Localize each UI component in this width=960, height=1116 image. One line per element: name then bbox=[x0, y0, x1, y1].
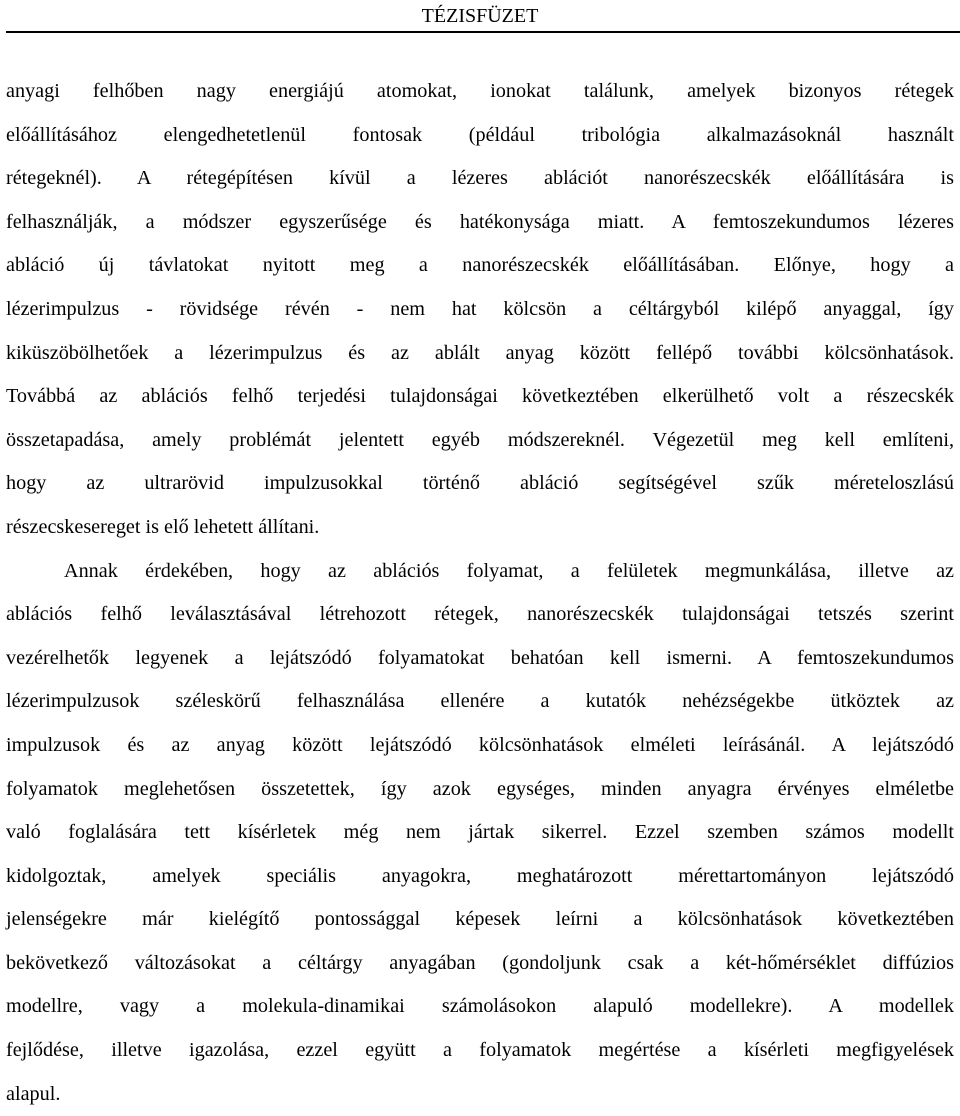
paragraph-2 bbox=[6, 550, 954, 1116]
page-header bbox=[0, 0, 960, 33]
text-line: lézerimpulzus - rövidsége révén - nem hat kölcsön a céltárgyból kilépő anyaggal, így bbox=[6, 297, 954, 320]
text-line: felhasználják, a módszer egyszerűsége és hatékonysága miatt. A femtoszekundumos lézeres bbox=[6, 210, 954, 233]
page-title: TÉZISFÜZET bbox=[421, 5, 539, 27]
header-rule bbox=[6, 31, 960, 33]
text-line: részecskesereget is elő lehetett állítani. bbox=[6, 515, 320, 538]
text-line: modellre, vagy a molekula-dinamikai számolásokon alapuló modellekre). A modellek bbox=[6, 995, 954, 1018]
text-line: rétegeknél). A rétegépítésen kívül a lézeres ablációt nanorészecskék előállítására is bbox=[6, 167, 954, 190]
text-line: összetapadása, amely problémát jelentett egyéb módszereknél. Végezetül meg kell említeni, bbox=[6, 428, 954, 451]
text-line: impulzusok és az anyag között lejátszódó kölcsönhatások elméleti leírásánál. A lejátszódó bbox=[6, 733, 954, 756]
paragraph-1 bbox=[6, 70, 954, 550]
text-line: Továbbá az ablációs felhő terjedési tulajdonságai következtében elkerülhető volt a részecskék bbox=[6, 385, 954, 408]
text-line: bekövetkező változásokat a céltárgy anyagában (gondoljunk csak a két-hőmérséklet diffúzios bbox=[6, 951, 954, 974]
text-line: Annak érdekében, hogy az ablációs folyamat, a felületek megmunkálása, illetve az bbox=[64, 559, 954, 582]
text-line: vezérelhetők legyenek a lejátszódó folyamatokat behatóan kell ismerni. A femtoszekundumos bbox=[6, 646, 954, 669]
text-line: való foglalására tett kísérletek még nem jártak sikerrel. Ezzel szemben számos modellt bbox=[6, 821, 954, 844]
text-line: előállításához elengedhetetlenül fontosak (például tribológia alkalmazásoknál használt bbox=[6, 123, 954, 146]
text-line: kiküszöbölhetőek a lézerimpulzus és az ablált anyag között fellépő további kölcsönhatások. bbox=[6, 341, 954, 364]
text-line: lézerimpulzusok széleskörű felhasználása ellenére a kutatók nehézségekbe ütköztek az bbox=[6, 690, 954, 713]
document-body bbox=[6, 70, 954, 1116]
text-line: folyamatok meglehetősen összetettek, így azok egységes, minden anyagra érvényes elméletbe bbox=[6, 777, 954, 800]
text-line: hogy az ultrarövid impulzusokkal történő abláció segítségével szűk méreteloszlású bbox=[6, 472, 954, 495]
text-line: jelenségekre már kielégítő pontossággal képesek leírni a kölcsönhatások következtében bbox=[6, 908, 954, 931]
text-line: anyagi felhőben nagy energiájú atomokat, ionokat találunk, amelyek bizonyos rétegek bbox=[6, 80, 954, 102]
text-line: fejlődése, illetve igazolása, ezzel együtt a folyamatok megértése a kísérleti megfigyelések bbox=[6, 1039, 954, 1062]
text-line: ablációs felhő leválasztásával létrehozott rétegek, nanorészecskék tulajdonságai tetszés szerint bbox=[6, 603, 954, 626]
text-line: alapul. bbox=[6, 1082, 61, 1105]
text-line: kidolgoztak, amelyek speciális anyagokra, meghatározott mérettartományon lejátszódó bbox=[6, 864, 954, 887]
text-line: abláció új távlatokat nyitott meg a nanorészecskék előállításában. Előnye, hogy a bbox=[6, 254, 954, 277]
